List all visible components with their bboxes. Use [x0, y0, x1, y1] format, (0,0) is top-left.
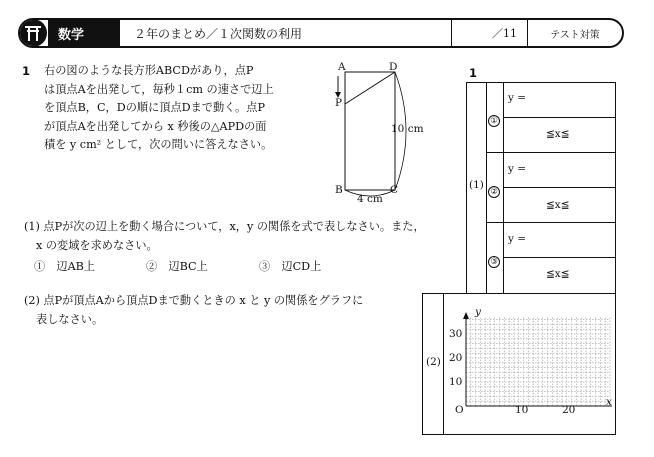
vertex-a-label: A: [338, 61, 346, 73]
score-box: ／11: [452, 20, 528, 46]
statement-line: 右の図のような長方形ABCDがあり，点P: [44, 64, 254, 77]
row-1-domain[interactable]: ≦x≦: [546, 128, 570, 140]
q2-answer-label: (2): [426, 356, 441, 368]
point-p-label: P: [335, 97, 343, 109]
vertex-b-label: B: [335, 184, 343, 196]
row-3-mark: ③: [488, 249, 500, 268]
graph-y-tick: 20: [449, 352, 463, 364]
q2-line: (2) 点Pが頂点Aから頂点Dまで動くときの x と y の関係をグラフに: [24, 294, 364, 307]
statement-line: が頂点Aを出発してから x 秒後の△APDの面: [44, 119, 267, 133]
graph-origin-label: O: [455, 404, 464, 416]
q1-line: x の変域を求めなさい。: [36, 238, 158, 252]
test-tag: テスト対策: [550, 29, 600, 41]
graph-x-axis-label: x: [606, 396, 612, 408]
subject-label: 数学: [48, 20, 120, 46]
q1-choice-3: ③ 辺CD上: [259, 260, 322, 273]
graph-x-tick: 20: [562, 404, 576, 416]
page-title: ２年のまとめ／１次関数の利用: [120, 20, 452, 46]
row-3-formula[interactable]: y =: [508, 233, 527, 245]
q1-line: (1) 点Pが次の辺上を動く場合について，x，y の関係を式で表しなさい。また，: [24, 220, 425, 233]
answer-number: 1: [469, 66, 478, 80]
q1-answer-label: (1): [469, 179, 484, 191]
q1-choice-2: ② 辺BC上: [146, 260, 208, 273]
statement-line: を頂点B，C，Dの順に頂点Dまで動く。点P: [44, 101, 266, 114]
row-1-formula[interactable]: y =: [508, 92, 527, 104]
answer-graph[interactable]: [444, 294, 615, 434]
row-3-domain[interactable]: ≦x≦: [546, 268, 570, 280]
height-label: 10 cm: [391, 123, 424, 135]
q2-line: 表しなさい。: [36, 312, 104, 326]
torii-logo-icon: [19, 19, 47, 47]
row-2-mark: ②: [488, 179, 500, 198]
logo: [18, 20, 48, 46]
vertex-d-label: D: [389, 61, 398, 73]
worksheet-header: [18, 18, 624, 48]
problem-number: 1: [22, 64, 31, 78]
graph-x-tick: 10: [515, 404, 529, 416]
width-label: 4 cm: [357, 193, 383, 205]
question-1: [24, 218, 425, 255]
statement-line: は頂点Aを出発して，毎秒１cm の速さで辺上: [44, 82, 274, 96]
graph-y-axis-label: y: [475, 306, 481, 318]
vertex-c-label: C: [390, 184, 399, 196]
q1-choice-1: ① 辺AB上: [34, 260, 96, 273]
question-2: [24, 292, 363, 329]
statement-line: 積を y cm² として，次の問いに答えなさい。: [44, 138, 273, 151]
row-2-domain[interactable]: ≦x≦: [546, 199, 570, 211]
problem-statement: [44, 62, 274, 155]
row-1-mark: ①: [488, 108, 500, 127]
graph-y-tick: 30: [449, 328, 463, 340]
graph-y-tick: 10: [449, 376, 463, 388]
row-2-formula[interactable]: y =: [508, 163, 527, 175]
